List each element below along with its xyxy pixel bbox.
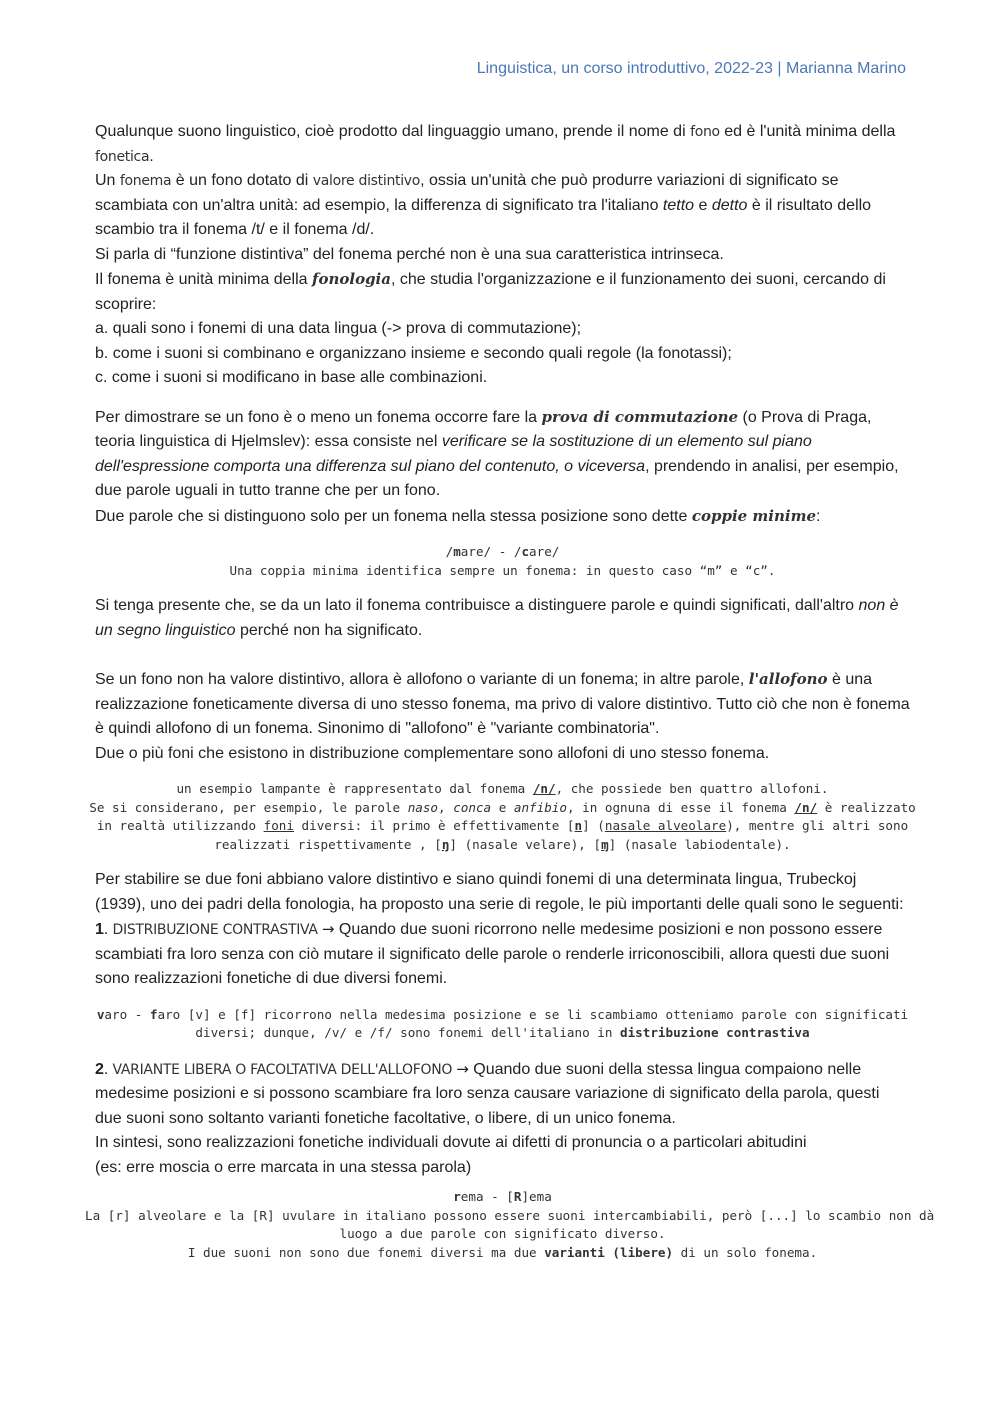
example-line xyxy=(85,1244,920,1263)
text: . xyxy=(103,921,109,938)
example-line: Una coppia minima identifica sempre un fonema: in questo caso “m” e “c”. xyxy=(229,562,776,578)
text: ema - [ xyxy=(460,1189,514,1204)
text: aro [v] e [f] ricorrono nella medesima posizione e se li scambiamo otteniamo parole con significati xyxy=(157,1006,909,1022)
word-conca: conca xyxy=(453,799,492,815)
rule-variante-libera xyxy=(95,1057,910,1132)
example-line xyxy=(85,799,920,818)
term-fono: fono xyxy=(690,124,720,140)
text: Due parole che si distinguono solo per un fonema nella stessa posizione sono dette xyxy=(95,507,692,525)
paragraph-segno-linguistico xyxy=(95,594,910,643)
example-line xyxy=(85,780,920,799)
text: ] (nasale velare), [ xyxy=(449,836,602,852)
text: in realtà utilizzando xyxy=(96,818,264,833)
rule-title: VARIANTE LIBERA O FACOLTATIVA DELL'ALLOFONO xyxy=(108,1061,457,1078)
text: , che possiede ben quattro allofoni. xyxy=(555,781,829,796)
phone-n: n xyxy=(574,818,583,833)
text: Per dimostrare se un fono è o meno un fonema occorre fare la xyxy=(95,408,542,426)
text: , che studia l'organizzazione e il funzionamento dei suoni, cercando di scoprire: xyxy=(95,271,886,313)
text: e xyxy=(694,196,712,214)
term-fonetica: fonetica xyxy=(95,148,150,165)
text: un esempio lampante è rappresentato dal fonema xyxy=(176,781,533,796)
text: Se un fono non ha valore distintivo, allora è allofono o variante di un fonema; in altre parole, xyxy=(95,671,749,688)
paragraph-esempio-erre: (es: erre moscia o erre marcata in una stessa parola) xyxy=(95,1158,472,1176)
bold-letter: r xyxy=(453,1189,461,1204)
paragraph-allofono xyxy=(95,667,910,742)
text: ), mentre gli altri sono xyxy=(726,818,909,833)
term-valore-distintivo: valore distintivo xyxy=(312,173,421,189)
term-distribuzione-contrastiva: distribuzione contrastiva xyxy=(620,1025,810,1040)
text: Un xyxy=(95,172,120,189)
example-line: La [r] alveolare e la [R] uvulare in italiano possono essere suoni intercambiabili, però [...] lo scambio non dà xyxy=(85,1207,935,1223)
text: e xyxy=(491,799,514,815)
paragraph-funzione-distintiva: Si parla di “funzione distintiva” del fonema perché non è una sua caratteristica intrinseca. xyxy=(95,245,724,263)
text: / xyxy=(445,544,454,559)
definition-italic: verificare se la sostituzione di un elemento sul piano dell'espressione comporta una differenza sul piano del contenuto, o viceversa xyxy=(95,433,812,475)
word-anfibio: anfibio xyxy=(513,799,567,815)
text: realizzati rispettivamente , [ xyxy=(214,836,442,852)
bold-letter: R xyxy=(513,1189,522,1204)
text: diversi: il primo è effettivamente [ xyxy=(293,818,575,833)
example-varo-faro xyxy=(85,1006,920,1043)
word-detto: detto xyxy=(711,196,748,214)
term-varianti-libere: varianti (libere) xyxy=(544,1244,674,1260)
phone-emm: ɱ xyxy=(601,836,609,852)
text: è realizzato xyxy=(817,799,916,815)
term-fonema: fonema xyxy=(119,173,172,189)
text: I due suoni non sono due fonemi diversi ma due xyxy=(187,1244,545,1260)
example-coppia-minima xyxy=(85,543,920,580)
rule-distribuzione-contrastiva xyxy=(95,917,910,992)
word-foni: foni xyxy=(263,818,294,833)
italic-phrase: non è un segno linguistico xyxy=(95,597,899,639)
example-line xyxy=(85,836,920,855)
text: ]ema xyxy=(521,1189,552,1204)
arrow-right-icon: → xyxy=(321,920,335,938)
example-line xyxy=(85,543,920,562)
example-rema xyxy=(85,1188,935,1262)
list-item: b. come i suoni si combinano e organizzano insieme e secondo quali regole (la fonotassi); xyxy=(95,344,732,362)
phoneme-n: /n/ xyxy=(794,799,818,815)
text: di un solo fonema. xyxy=(673,1244,818,1260)
word-naso: naso xyxy=(407,799,439,815)
paragraph-fonema xyxy=(95,169,910,243)
text: . xyxy=(103,1060,109,1078)
list-item: c. come i suoni si modificano in base alle combinazioni. xyxy=(95,369,488,386)
term-fonologia: fonologia xyxy=(312,270,391,288)
word-tetto: tetto xyxy=(662,196,695,214)
text: diversi; dunque, /v/ e /f/ sono fonemi dell'italiano in xyxy=(195,1025,621,1040)
paragraph-distribuzione-complementare: Due o più foni che esistono in distribuzione complementare sono allofoni di uno stesso fonema. xyxy=(95,744,770,762)
phoneme-n: /n/ xyxy=(532,781,556,796)
text: (o Prova di Praga, teoria linguistica di Hjelmslev): essa consiste nel xyxy=(95,408,872,450)
example-line xyxy=(85,817,920,836)
paragraph-prova-commutazione xyxy=(95,405,910,504)
bold-letter: f xyxy=(149,1006,158,1022)
text: ] (nasale labiodentale). xyxy=(608,836,791,852)
paragraph-fonologia xyxy=(95,267,910,317)
example-line xyxy=(85,1188,920,1207)
arrow-right-icon: → xyxy=(456,1059,469,1078)
text: Si tenga presente che, se da un lato il fonema contribuisce a distinguere parole e quindi significati, dall'altro xyxy=(95,597,859,614)
text: . xyxy=(149,147,154,165)
text: , xyxy=(438,799,454,815)
list-item: a. quali sono i fonemi di una data lingua (-> prova di commutazione); xyxy=(95,320,582,337)
bold-letter: c xyxy=(521,544,530,559)
bold-letter: v xyxy=(96,1006,105,1022)
term-prova-di-commutazione: prova di commutazione xyxy=(541,407,739,426)
paragraph-coppie-minime xyxy=(95,504,910,530)
paragraph-sintesi: In sintesi, sono realizzazioni fonetiche individuali dovute ai difetti di pronuncia o a particolari abitudini xyxy=(95,1134,807,1151)
example-line: luogo a due parole con significato diverso. xyxy=(339,1226,666,1241)
rule-number: 1 xyxy=(95,921,104,938)
term-coppie-minime: coppie minime xyxy=(691,506,816,525)
text: Quando due suoni ricorrono nelle medesime posizioni e non possono essere scambiati fra loro senza con ciò mutare il significato delle parole o renderle irriconoscibili, allora questi due suoni sono realizzazioni fonetiche di due diversi fonemi. xyxy=(95,921,890,987)
text: are/ - / xyxy=(460,544,522,559)
example-fonema-n xyxy=(85,780,920,854)
text: è un fono dotato di xyxy=(171,172,313,189)
text: , ossia un'unità che può produrre variazioni di significato se scambiata con un'altra unità: ad esempio, la differenza di significato tra l'italiano xyxy=(95,172,839,214)
text: ed è l'unità minima della xyxy=(719,123,896,140)
text: Il fonema è unità minima della xyxy=(95,271,312,288)
text: Quando due suoni della stessa lingua compaiono nelle medesime posizioni e si possono scambiare fra loro senza causare variazione di significato della parola, questi due suoni sono soltanto varianti fonetiche facoltative, o libere, di un unico fonema. xyxy=(95,1060,880,1127)
text: ] ( xyxy=(582,818,605,833)
rule-number: 2 xyxy=(95,1060,104,1078)
text: è una realizzazione foneticamente diversa di uno stesso fonema, ma privo di valore distintivo. Tutto ciò che non è fonema è quindi allofono di un fonema. Sinonimo di "allofono" è "variante combinatoria". xyxy=(95,671,910,737)
text: Qualunque suono linguistico, cioè prodotto dal linguaggio umano, prende il nome di xyxy=(95,123,691,140)
text: Se si considerano, per esempio, le parole xyxy=(89,799,408,815)
text: are/ xyxy=(529,544,560,559)
text: , in ognuna di esse il fonema xyxy=(566,799,795,815)
text: , prendendo in analisi, per esempio, due parole uguali in tutto tranne che per un fono. xyxy=(95,457,899,499)
paragraph-trubeckoj: Per stabilire se due foni abbiano valore distintivo e siano quindi fonemi di una determinata lingua, Trubeckoj (1939), uno dei padri della fonologia, ha proposto una serie di regole, le più importanti delle quali sono le seguenti: xyxy=(95,871,904,913)
phone-eng: ŋ xyxy=(441,836,450,852)
bold-letter: m xyxy=(453,544,461,559)
term-allofono: l'allofono xyxy=(748,670,828,688)
example-line xyxy=(85,1006,920,1025)
example-line xyxy=(85,1024,920,1043)
term-nasale-alveolare: nasale alveolare xyxy=(604,818,727,833)
text: perché non ha significato. xyxy=(235,621,423,639)
text: aro - xyxy=(104,1006,150,1022)
text: è il risultato dello scambio tra il fonema /t/ e il fonema /d/. xyxy=(95,196,872,238)
rule-title: DISTRIBUZIONE CONTRASTIVA xyxy=(108,922,322,938)
text: : xyxy=(816,507,821,525)
document-body xyxy=(85,120,935,1262)
paragraph-fono xyxy=(95,120,910,169)
page-header: Linguistica, un corso introduttivo, 2022-23 | Marianna Marino xyxy=(476,60,906,77)
